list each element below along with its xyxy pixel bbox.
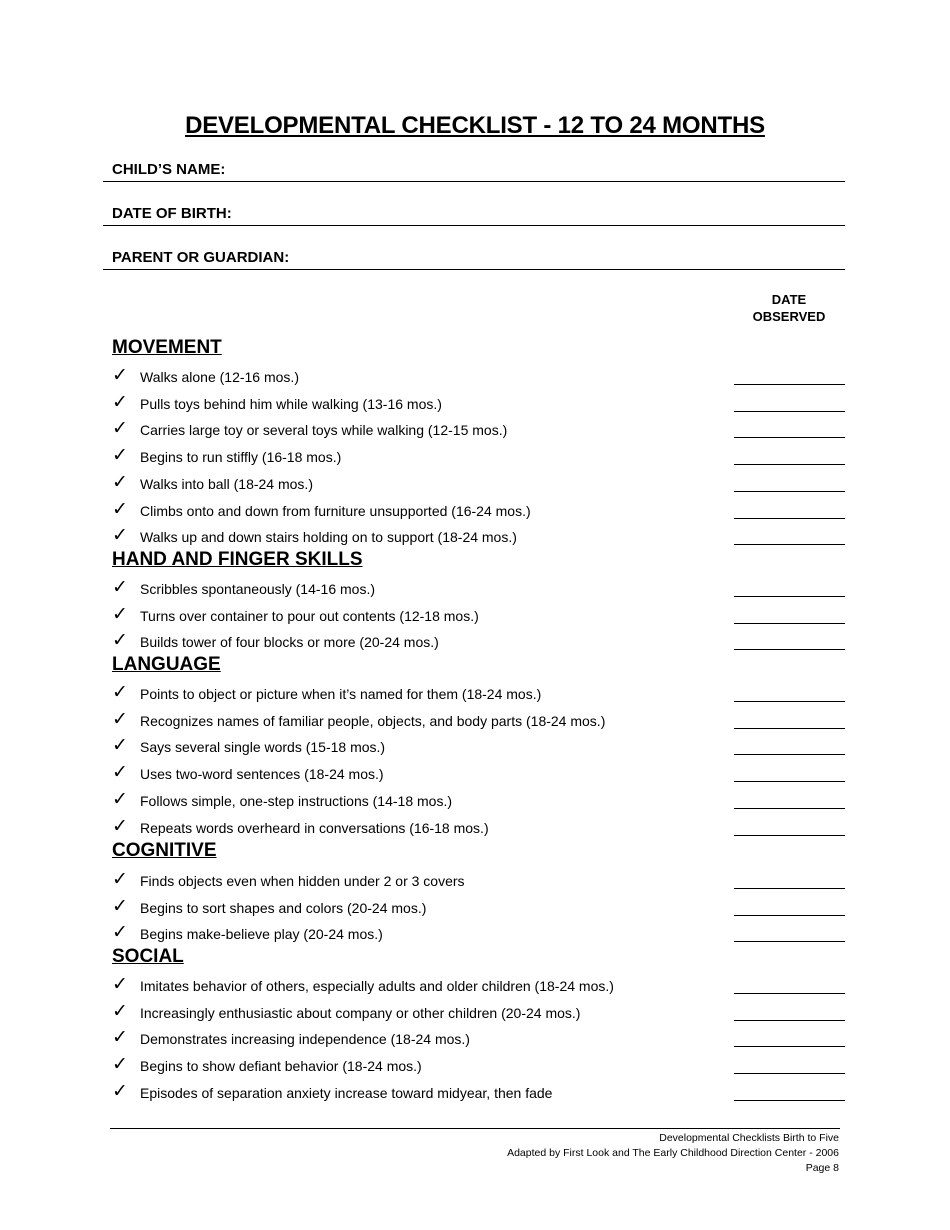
child-name-field[interactable] (103, 161, 845, 182)
checkmark-icon: ✓ (112, 630, 128, 652)
checklist-item (112, 446, 845, 472)
checklist-item-label: Pulls toys behind him while walking (13-16 mos.) (140, 395, 442, 412)
checkmark-icon: ✓ (112, 708, 128, 730)
date-of-birth-field[interactable] (103, 205, 845, 226)
date-of-birth-label: DATE OF BIRTH: (112, 205, 232, 222)
checklist-item-label: Repeats words overheard in conversations (16-18 mos.) (140, 819, 489, 836)
checklist-item (112, 605, 845, 631)
checklist-item-label: Turns over container to pour out contents (12-18 mos.) (140, 607, 479, 624)
checklist-item-label: Increasingly enthusiastic about company or other children (20-24 mos.) (140, 1004, 581, 1021)
footer-line3: Page 8 (805, 1162, 839, 1174)
checkmark-icon: ✓ (112, 735, 128, 757)
section-heading: MOVEMENT (112, 337, 222, 358)
checkmark-icon: ✓ (112, 365, 128, 386)
checklist-item (112, 366, 845, 392)
date-header-line1: DATE (771, 292, 807, 307)
checklist-item-label: Walks into ball (18-24 mos.) (140, 475, 313, 492)
date-observed-blank[interactable] (734, 710, 845, 729)
checklist-item-label: Begins to sort shapes and colors (20-24 mos.) (140, 899, 427, 916)
checklist-item-label: Begins make-believe play (20-24 mos.) (140, 926, 383, 943)
date-observed-blank[interactable] (734, 605, 845, 624)
checklist-item-label: Carries large toy or several toys while walking (12-15 mos.) (140, 422, 508, 439)
date-observed-blank[interactable] (734, 683, 845, 702)
checklist-item-label: Climbs onto and down from furniture unsupported (16-24 mos.) (140, 502, 531, 519)
checklist-item-label: Imitates behavior of others, especially adults and older children (18-24 mos.) (140, 978, 614, 994)
date-observed-blank[interactable] (734, 631, 845, 650)
checkmark-icon: ✓ (112, 895, 128, 917)
date-observed-blank[interactable] (734, 736, 845, 755)
checklist-item (112, 683, 845, 709)
checklist-item (112, 631, 845, 657)
checkmark-icon: ✓ (112, 445, 128, 467)
footer-line1: Developmental Checklists Birth to Five (659, 1132, 839, 1144)
date-observed-blank[interactable] (734, 526, 845, 545)
checklist-item (112, 975, 845, 1001)
checkmark-icon: ✓ (112, 603, 128, 625)
checkmark-icon: ✓ (112, 498, 128, 520)
date-observed-blank[interactable] (734, 1082, 845, 1101)
checklist-item (112, 473, 845, 499)
checkmark-icon: ✓ (112, 869, 128, 890)
checkmark-icon: ✓ (112, 1027, 128, 1049)
checklist-item-label: Begins to run stiffly (16-18 mos.) (140, 449, 342, 466)
date-observed-blank[interactable] (734, 790, 845, 809)
date-observed-blank[interactable] (734, 393, 845, 412)
checkmark-icon: ✓ (112, 922, 128, 944)
checklist-item (112, 790, 845, 816)
checklist-item-label: Finds objects even when hidden under 2 or 3 covers (140, 873, 465, 889)
checklist-item-label: Points to object or picture when it’s named for them (18-24 mos.) (140, 686, 542, 702)
checklist-item-label: Scribbles spontaneously (14-16 mos.) (140, 581, 376, 597)
date-observed-blank[interactable] (734, 897, 845, 916)
checklist-item (112, 419, 845, 445)
checklist-item-label: Recognizes names of familiar people, objects, and body parts (18-24 mos.) (140, 712, 606, 729)
parent-guardian-label: PARENT OR GUARDIAN: (112, 249, 290, 266)
checkmark-icon: ✓ (112, 1000, 128, 1022)
checklist-item (112, 870, 845, 896)
checklist-item (112, 897, 845, 923)
checklist-item (112, 1055, 845, 1081)
date-observed-header (733, 291, 845, 325)
date-observed-blank[interactable] (734, 578, 845, 597)
section-heading: LANGUAGE (112, 654, 221, 675)
section-heading: HAND AND FINGER SKILLS (112, 549, 363, 570)
checkmark-icon: ✓ (112, 788, 128, 810)
checklist-item (112, 710, 845, 736)
section-heading: COGNITIVE (112, 840, 217, 861)
checkmark-icon: ✓ (112, 815, 128, 837)
date-observed-blank[interactable] (734, 446, 845, 465)
checklist-item-label: Walks alone (12-16 mos.) (140, 369, 299, 385)
checkmark-icon: ✓ (112, 762, 128, 784)
checklist-item (112, 393, 845, 419)
date-observed-blank[interactable] (734, 817, 845, 836)
checklist-item-label: Demonstrates increasing independence (18-24 mos.) (140, 1031, 470, 1048)
checklist-item-label: Says several single words (15-18 mos.) (140, 739, 386, 756)
checkmark-icon: ✓ (112, 577, 128, 598)
date-observed-blank[interactable] (734, 870, 845, 889)
checkmark-icon: ✓ (112, 974, 128, 995)
date-observed-blank[interactable] (734, 1028, 845, 1047)
date-observed-blank[interactable] (734, 1055, 845, 1074)
checklist-item-label: Uses two-word sentences (18-24 mos.) (140, 766, 384, 783)
child-name-label: CHILD’S NAME: (112, 161, 226, 178)
checklist-item-label: Episodes of separation anxiety increase toward midyear, then fade (140, 1084, 553, 1101)
date-observed-blank[interactable] (734, 419, 845, 438)
checkmark-icon: ✓ (112, 418, 128, 440)
date-observed-blank[interactable] (734, 473, 845, 492)
checkmark-icon: ✓ (112, 471, 128, 493)
checklist-item (112, 578, 845, 604)
date-observed-blank[interactable] (734, 500, 845, 519)
checklist-item-label: Begins to show defiant behavior (18-24 mos.) (140, 1058, 422, 1075)
footer-line2: Adapted by First Look and The Early Childhood Direction Center - 2006 (507, 1147, 839, 1159)
checklist-item (112, 817, 845, 843)
date-observed-blank[interactable] (734, 366, 845, 385)
checklist-item-label: Walks up and down stairs holding on to support (18-24 mos.) (140, 529, 517, 546)
checklist-item (112, 1002, 845, 1028)
checklist-item (112, 1028, 845, 1054)
checkmark-icon: ✓ (112, 525, 128, 547)
checklist-item (112, 763, 845, 789)
date-header-line2: OBSERVED (752, 309, 826, 324)
checkmark-icon: ✓ (112, 1080, 128, 1102)
date-observed-blank[interactable] (734, 763, 845, 782)
checklist-item-label: Follows simple, one-step instructions (14-18 mos.) (140, 792, 453, 809)
checkmark-icon: ✓ (112, 682, 128, 703)
date-observed-blank[interactable] (734, 1002, 845, 1021)
checklist-item (112, 1082, 845, 1108)
checkmark-icon: ✓ (112, 1054, 128, 1076)
footer-divider (110, 1128, 840, 1129)
date-observed-blank[interactable] (734, 975, 845, 994)
checklist-item (112, 736, 845, 762)
checklist-item-label: Builds tower of four blocks or more (20-24 mos.) (140, 634, 439, 651)
checklist-item (112, 500, 845, 526)
date-observed-blank[interactable] (734, 923, 845, 942)
checklist-item (112, 923, 845, 949)
footer (507, 1131, 839, 1176)
section-heading: SOCIAL (112, 946, 184, 967)
parent-guardian-field[interactable] (103, 249, 845, 270)
page-title: DEVELOPMENTAL CHECKLIST - 12 TO 24 MONTHS (185, 112, 765, 139)
checkmark-icon: ✓ (112, 391, 128, 413)
